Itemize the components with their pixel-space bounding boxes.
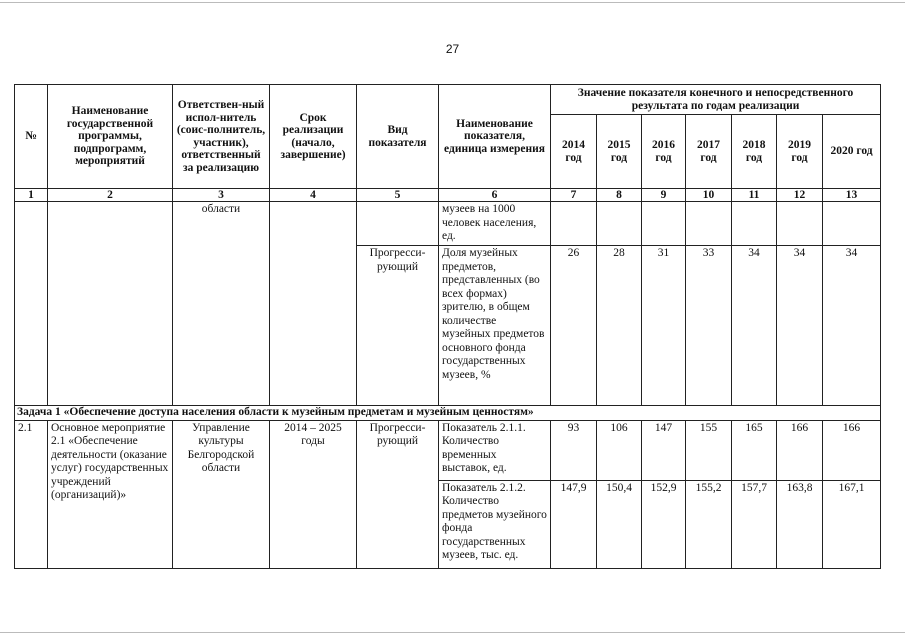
value-2018: 157,7 xyxy=(732,480,777,568)
value-2017: 33 xyxy=(686,246,732,406)
value-2018: 34 xyxy=(732,246,777,406)
value-2020: 167,1 xyxy=(823,480,881,568)
value-2016: 31 xyxy=(642,246,686,406)
page-number: 27 xyxy=(445,42,460,56)
value-2019: 34 xyxy=(777,246,823,406)
colnum-13: 13 xyxy=(823,189,881,202)
row-number: 2.1 xyxy=(15,420,48,568)
value-2017: 155,2 xyxy=(686,480,732,568)
colnum-7: 7 xyxy=(551,189,597,202)
task-row xyxy=(15,406,881,421)
header-year-2014: 2014 год xyxy=(551,115,597,189)
indicator-cell: Показатель 2.1.1. Количество временных выставок, ед. xyxy=(439,420,551,480)
value-2019: 163,8 xyxy=(777,480,823,568)
value-2014: 147,9 xyxy=(551,480,597,568)
header-num: № xyxy=(15,85,48,189)
header-year-2016: 2016 год xyxy=(642,115,686,189)
header-values: Значение показателя конечного и непосредственного результата по годам реализации xyxy=(551,85,881,115)
header-indicator: Наименование показателя, единица измерения xyxy=(439,85,551,189)
header-kind: Вид показателя xyxy=(357,85,439,189)
scan-edge-top xyxy=(0,2,905,3)
kind-cell: Прогресси-рующий xyxy=(357,246,439,406)
header-year-2015: 2015 год xyxy=(597,115,642,189)
period-cell: 2014 – 2025 годы xyxy=(270,420,357,568)
header-responsible: Ответствен-ный испол-нитель (соис-полнитель, участник), ответственный за реализацию xyxy=(173,85,270,189)
header-row-1 xyxy=(15,85,881,115)
value-2020: 166 xyxy=(823,420,881,480)
colnum-6: 6 xyxy=(439,189,551,202)
value-2015: 150,4 xyxy=(597,480,642,568)
table-row xyxy=(15,420,881,480)
colnum-9: 9 xyxy=(642,189,686,202)
value-2018: 165 xyxy=(732,420,777,480)
kind-cell: Прогресси-рующий xyxy=(357,420,439,568)
value-2020: 34 xyxy=(823,246,881,406)
measure-name: Основное мероприятие 2.1 «Обеспечение деятельности (оказание услуг) государственных учреждений (организаций)» xyxy=(48,420,173,568)
header-year-2017: 2017 год xyxy=(686,115,732,189)
header-program: Наименование государственной программы, подпрограмм, мероприятий xyxy=(48,85,173,189)
table-row xyxy=(15,202,881,246)
value-2016: 152,9 xyxy=(642,480,686,568)
task-title: Задача 1 «Обеспечение доступа населения области к музейным предметам и музейным ценностям» xyxy=(15,406,881,421)
colnum-12: 12 xyxy=(777,189,823,202)
indicator-cell: Доля музейных предметов, представленных (во всех формах) зрителю, в общем количестве музейных предметов основного фонда государственных музеев, % xyxy=(439,246,551,406)
value-2015: 28 xyxy=(597,246,642,406)
indicator-cell: Показатель 2.1.2. Количество предметов музейного фонда государственных музеев, тыс. ед. xyxy=(439,480,551,568)
value-2016: 147 xyxy=(642,420,686,480)
colnum-1: 1 xyxy=(15,189,48,202)
value-2017: 155 xyxy=(686,420,732,480)
value-2014: 93 xyxy=(551,420,597,480)
responsible-cell: области xyxy=(173,202,270,406)
column-number-row xyxy=(15,189,881,202)
value-2014: 26 xyxy=(551,246,597,406)
colnum-5: 5 xyxy=(357,189,439,202)
colnum-3: 3 xyxy=(173,189,270,202)
colnum-4: 4 xyxy=(270,189,357,202)
header-year-2019: 2019 год xyxy=(777,115,823,189)
colnum-11: 11 xyxy=(732,189,777,202)
colnum-2: 2 xyxy=(48,189,173,202)
indicator-cell: музеев на 1000 человек населения, ед. xyxy=(439,202,551,246)
header-year-2018: 2018 год xyxy=(732,115,777,189)
scan-edge-bottom xyxy=(0,632,905,633)
responsible-cell: Управление культуры Белгородской области xyxy=(173,420,270,568)
header-year-2020: 2020 год xyxy=(823,115,881,189)
value-2019: 166 xyxy=(777,420,823,480)
colnum-8: 8 xyxy=(597,189,642,202)
indicators-table xyxy=(14,84,881,569)
colnum-10: 10 xyxy=(686,189,732,202)
header-period: Срок реализации (начало, завершение) xyxy=(270,85,357,189)
value-2015: 106 xyxy=(597,420,642,480)
